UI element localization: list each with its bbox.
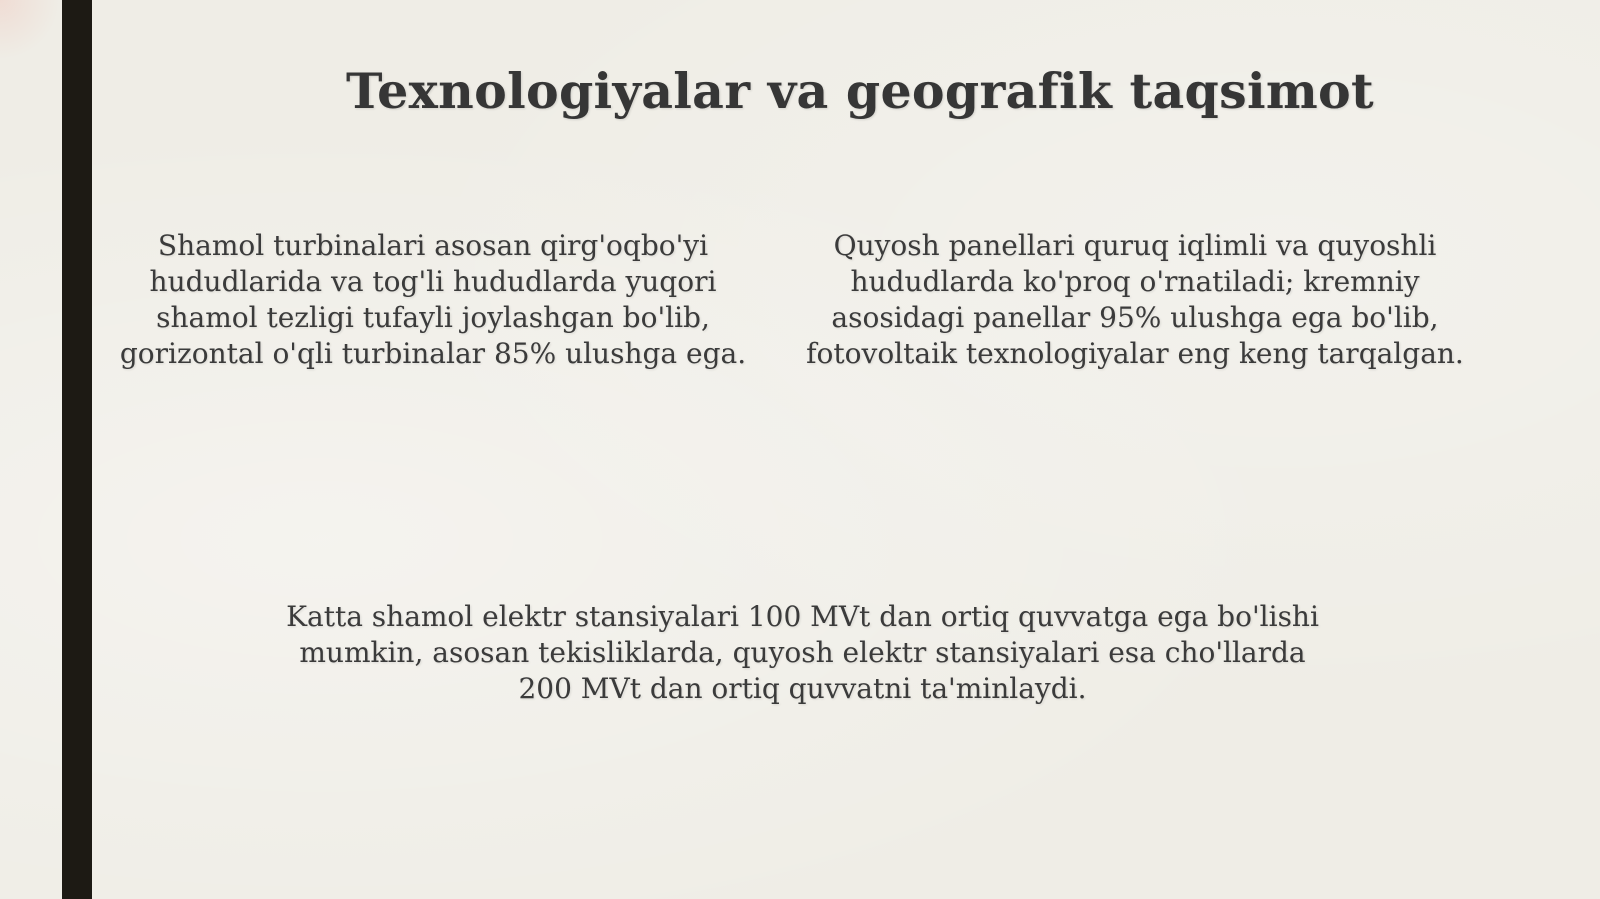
accent-bar xyxy=(62,0,92,899)
right-text-block: Quyosh panellari quruq iqlimli va quyoshli hududlarda ko'proq o'rnatiladi; kremniy asosidagi panellar 95% ulushga ega bo'lib, fotovoltaik texnologiyalar eng keng tarqalgan. xyxy=(806,229,1464,370)
left-text-block: Shamol turbinalari asosan qirg'oqbo'yi hududlarida va tog'li hududlarda yuqori shamol tezligi tufayli joylashgan bo'lib, gorizontal o'qli turbinalar 85% ulushga ega. xyxy=(119,229,747,370)
bottom-text-block: Katta shamol elektr stansiyalari 100 MVt dan ortiq quvvatga ega bo'lishi mumkin, asosan tekisliklarda, quyosh elektr stansiyalari esa cho'llarda 200 MVt dan ortiq quvvatni ta'minlaydi. xyxy=(286,600,1319,705)
corner-decoration xyxy=(0,0,60,60)
slide-title: Texnologiyalar va geografik taqsimot xyxy=(346,62,1374,120)
